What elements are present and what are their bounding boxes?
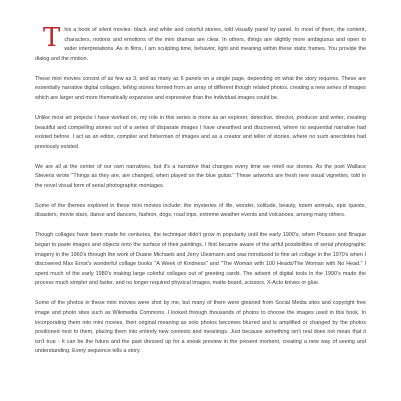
paragraph-panels: These mini movies consist of as few as 3, and as many as 6 panels on a single page, depending on what the story requires. These are essentially narrative digital collages, telling stories formed from an array of different though related photos, creating a new series of images which are larger and more thematically expansive and expressive than the individual images could be. bbox=[35, 75, 366, 101]
intro-text: his a book of silent movies: black and white and colorful stories, told visually panel by panel. In most of them, the content, characters, notions and emotions of the mini dramas are clear. In others, things are slightly more ambiguous and open to wider interpretations. As in films, I am sculpting time, behavior, light and meaning within these static frames. You provide the dialog and the motion. bbox=[35, 27, 366, 62]
paragraph-role: Unlike most art projects I have worked on, my role in this series is more as an explorer, detective, director, producer and writer, creating beautiful and compelling stories out of a series of disparate images I have unearthed and discovered, where no sequential narrative had existed before. I act as an editor, compiler and fisherman of images and as a creator and teller of stories, where no such anecdotes had previously existed. bbox=[35, 114, 366, 150]
paragraph-narratives: We are all at the center of our own narratives, but it's a narrative that changes every time we retell our stories. As the poet Wallace Stevens wrote "Things as they are, are changed, when played on the blue guitar." These artworks are fresh new visual vignettes, told in the novel visual form of serial photographic montages. bbox=[35, 163, 366, 189]
paragraph-photo-sources: Some of the photos in these mini movies were shot by me, but many of them were gleaned from Social Media sites and copyright free image and photo sites such as Wikimedia Commons. I looked through thousands of photos to choose the images used in this book. In incorporating them into mini movies, their original meaning as solo photos becomes blurred and is amplified or changed by the photos positioned next to them, placing them into entirely new contexts and meanings. Just because something isn't real does not mean that it isn't true - It can be the future and the past dressed up for a sneak preview in the present moment, creating a new way of seeing and understanding. Every sequence tells a story. bbox=[35, 300, 366, 355]
foreword-text bbox=[35, 23, 366, 367]
intro-paragraph bbox=[35, 23, 366, 64]
drop-cap-letter: T bbox=[43, 23, 61, 53]
paragraph-collage-history: Though collages have been made for centuries, the technique didn't grow in popularity until the early 1900's, when Picasso and Braque began to paste images and objects onto the surface of their paintings. I first became aware of the artful possibilities of serial photographic imagery in the 1960's through the work of Duane Michaels and Jerry Ulesmann and was introduced to fine art collage in the 1970's when I discovered Max Ernst's wonderful collage books "A Week of Kindness" and "The Woman with 100 Heads/The Woman with No Head." I spent much of the early 1980's making large colorful collages out of greeting cards. The advent of digital tools in the 1990's made the process much simpler and faster, and no longer required physical images, matte board, scissors, X-Acto knives or glue. bbox=[35, 232, 366, 287]
paragraph-themes: Some of the themes explored in these mini movies include: the mysteries of life, wonder, solitude, beauty, totem animals, epic quests, disasters, movie stars, dance and dancers, fashion, dogs, road trips, extreme weather events and volcanoes, among many others. bbox=[35, 202, 366, 219]
